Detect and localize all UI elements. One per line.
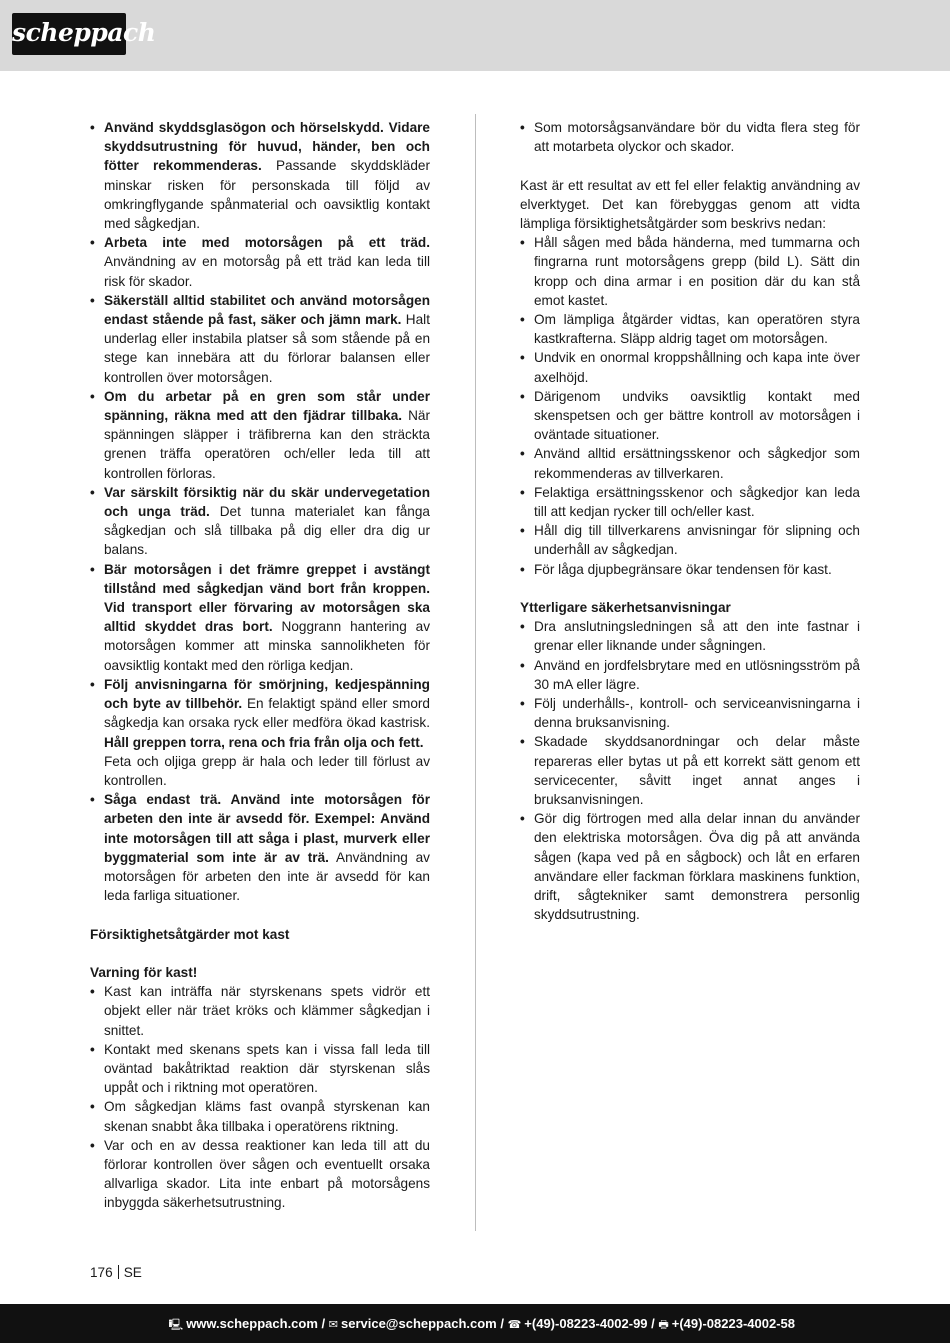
column-divider [475,114,476,1231]
section-heading: Försiktighetsåtgärder mot kast [90,926,290,942]
mail-icon: ✉ [328,1319,338,1331]
safety-list [90,118,430,752]
list-item: • Arbeta inte med motorsågen på ett träd. Användning av en motorsåg på ett träd kan leda till risk för skador. [90,233,430,291]
list-item: • Skadade skyddsanordningar och delar måste repareras eller bytas ut på ett korrekt sätt genom ett servicecenter, såvitt inget annat anges i bruksanvisningen. [520,732,860,809]
page-number [90,1265,142,1280]
list-item: • Säkerställ alltid stabilitet och använd motorsågen endast stående på fast, säker och jämn mark. Halt underlag eller instabila platser så som stående på en stege kan innebära att du förlorar balansen eller kontrollen över motorsågen. [90,291,430,387]
additional-safety-list [520,617,860,924]
list-item: • För låga djupbegränsare ökar tendensen för kast. [520,560,860,579]
list-item: • Felaktiga ersättningsskenor och sågkedjor kan leda till att kedjan rycker till och/eller kast. [520,483,860,521]
scheppach-logo: scheppach [12,13,126,55]
list-item: • Använd skyddsglasögon och hörselskydd. Vidare skyddsutrustning för huvud, händer, ben och fötter rekommenderas. Passande skyddskläder minskar risken för personskada till följd av omkringflygande spånmaterial och oavsiktlig kontakt med sågkedjan. [90,118,430,233]
list-item: • Använd en jordfelsbrytare med en utlösningsström på 30 mA eller lägre. [520,656,860,694]
right-column [520,118,860,925]
list-item: • Håll sågen med båda händerna, med tummarna och fingrarna runt motorsågens grepp (bild L). Sätt din kropp och dina armar i en position där du kan stå emot kastet. [520,233,860,310]
kickback-list [90,982,430,1212]
safety-list-cont [90,790,430,905]
phone-icon: ☎ [507,1319,522,1331]
intro-list [520,118,860,156]
computer-icon: 🖳 [168,1319,184,1331]
list-item: • Följ underhålls-, kontroll- och serviceanvisningarna i denna bruksanvisning. [520,694,860,732]
page-number-value: 176 [90,1265,113,1280]
warning-heading: Varning för kast! [90,964,198,980]
list-item: • Såga endast trä. Använd inte motorsågen för arbeten den inte är avsedd för. Exempel: Använd inte motorsågen till att såga i plast, murverk eller byggmaterial som inte är av trä. Användning av motorsågen för arbeten den inte är avsedd för kan leda farliga situationer. [90,790,430,905]
page-header [0,0,950,71]
language-code: SE [123,1265,142,1280]
list-item: • Dra anslutningsledningen så att den inte fastnar i grenar eller liknande under sågningen. [520,617,860,655]
list-item: • Håll dig till tillverkarens anvisningar för slipning och underhåll av sågkedjan. [520,521,860,559]
separator [118,1265,119,1279]
list-item-continuation: Feta och oljiga grepp är hala och leder till förlust av kontrollen. [104,753,430,788]
list-item: • Använd alltid ersättningsskenor och sågkedjor som rekommenderas av tillverkaren. [520,444,860,482]
list-item: • Gör dig förtrogen med alla delar innan du använder den elektriska motorsågen. Öva dig på att använda sågen (kapa ved på en sågbock) och låt en erfaren användare eller fackman förklara maskinens funktion, drift, sågtekniker samt demonstrera personlig skyddsutrustning. [520,809,860,924]
list-item: • Följ anvisningarna för smörjning, kedjespänning och byte av tillbehör. En felaktigt spänd eller smord sågkedja kan orsaka ryck eller medföra ökad kastrisk. Håll greppen torra, rena och fria från olja och fett. [90,675,430,752]
list-item: • Om sågkedjan kläms fast ovanpå styrskenan kan skenan snabbt åka tillbaka i operatörens riktning. [90,1097,430,1135]
phone-number: +(49)-08223-4002-99 / [524,1316,655,1331]
fax-number: +(49)-08223-4002-58 [671,1316,795,1331]
list-item: • Därigenom undviks oavsiktlig kontakt med skenspetsen och ger bättre kontroll av motorsågen i oväntade situationer. [520,387,860,445]
list-item: • Om du arbetar på en gren som står under spänning, räkna med att den fjädrar tillbaka. När spänningen släpper i träfibrerna kan den sträckta grenen träffa operatören och/eller leda till att kontrollen förloras. [90,387,430,483]
fax-icon: 🖶 [658,1319,669,1331]
page-footer [0,1304,950,1343]
list-item: • Om lämpliga åtgärder vidtas, kan operatören styra kastkrafterna. Släpp aldrig taget om motorsågen. [520,310,860,348]
list-item: • Kontakt med skenans spets kan i vissa fall leda till oväntad bakåtriktad reaktion där styrskenan slås uppåt och i riktning mot operatören. [90,1040,430,1098]
website-link[interactable]: www.scheppach.com / [186,1316,326,1331]
prevention-list [520,233,860,579]
list-item: • Bär motorsågen i det främre greppet i avstängt tillstånd med sågkedjan vänd bort från kroppen. Vid transport eller förvaring av motorsågen ska alltid skyddet dras bort. Noggrann hantering av motorsågen kommer att minska sannolikheten för oavsiktlig kontakt med den rörliga kedjan. [90,560,430,675]
list-item: • Undvik en onormal kroppshållning och kapa inte över axelhöjd. [520,348,860,386]
kickback-paragraph: Kast är ett resultat av ett fel eller felaktig användning av elverktyget. Det kan förebyggas genom att vidta lämpliga försiktighetsåtgärder som beskrivs nedan: [520,177,860,231]
list-item: • Kast kan inträffa när styrskenans spets vidrör ett objekt eller när träet kröks och klämmer sågkedjan i snittet. [90,982,430,1040]
section-heading: Ytterligare säkerhetsanvisningar [520,600,731,616]
left-column [90,118,430,1213]
list-item: • Var och en av dessa reaktioner kan leda till att du förlorar kontrollen över sågen och eventuellt orsaka allvarliga skador. Lita inte enbart på motorsågens inbyggda säkerhetsutrustning. [90,1136,430,1213]
list-item: • Var särskilt försiktig när du skär undervegetation och unga träd. Det tunna materialet kan fånga sågkedjan och slå tillbaka på dig eller dra dig ur balans. [90,483,430,560]
list-item: • Som motorsågsanvändare bör du vidta flera steg för att motarbeta olyckor och skador. [520,118,860,156]
email-link[interactable]: service@scheppach.com / [340,1316,504,1331]
